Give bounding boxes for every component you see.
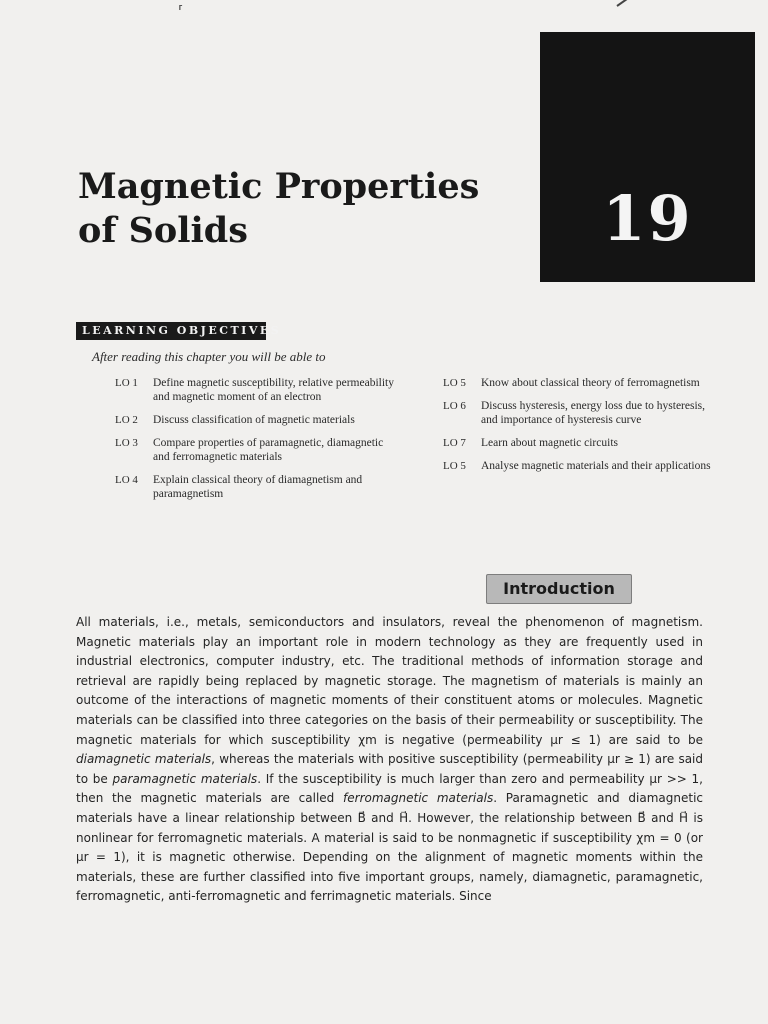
learning-objective-code: LO 5 <box>443 460 466 472</box>
paragraph-text: . If the susceptibility is much larger than zero and permeability μr >> 1, then the magnetic materials are called <box>76 771 703 806</box>
learning-objective-text: Discuss hysteresis, energy loss due to hysteresis, and importance of hysteresis curve <box>481 400 706 426</box>
learning-objective-text: Know about classical theory of ferromagnetism <box>481 377 700 389</box>
learning-objectives-left-column <box>115 376 395 510</box>
learning-objective-code: LO 6 <box>443 400 466 412</box>
term-ferromagnetic: ferromagnetic materials <box>343 791 494 806</box>
learning-objectives-intro: After reading this chapter you will be able to <box>92 349 326 364</box>
learning-objectives-banner: LEARNING OBJECTIVES <box>76 322 266 340</box>
paragraph-text: All materials, i.e., metals, semiconductors and insulators, reveal the phenomenon of magnetism. Magnetic materials play an important role in modern technology as they are frequently used in industrial electronics, computer industry, etc. The traditional methods of information storage and retrieval are rapidly being replaced by magnetic storage. The magnetism of materials is mainly an outcome of the interactions of magnetic moments of their constituent atoms or molecules. Magnetic materials can be classified into three categories on the basis of their permeability or susceptibility. The magnetic materials for which susceptibility χm is negative (permeability μr ≤ 1) are said to be <box>76 615 703 747</box>
paragraph-text: . Paramagnetic and diamagnetic materials have a linear relationship between B⃗ and H⃗. However, the relationship between B⃗ and H⃗ is nonlinear for ferromagnetic materials. A material is said to be nonmagnetic if susceptibility χm = 0 (or μr = 1), it is magnetic otherwise. Depending on the alignment of magnetic moments within the materials, these are further classified into five important groups, namely, diamagnetic, paramagnetic, ferromagnetic, anti-ferromagnetic and ferrimagnetic materials. Since <box>76 791 703 904</box>
learning-objective <box>115 436 395 464</box>
learning-objective-text: Analyse magnetic materials and their applications <box>481 460 711 472</box>
learning-objective <box>443 399 723 427</box>
learning-objective-text: Discuss classification of magnetic materials <box>153 414 355 426</box>
term-diamagnetic: diamagnetic materials <box>76 752 212 767</box>
paragraph-text: , whereas the materials with positive susceptibility (permeability μr ≥ 1) are said to be <box>76 752 703 786</box>
learning-objective-code: LO 5 <box>443 377 466 389</box>
term-paramagnetic: paramagnetic materials <box>112 771 258 786</box>
introduction-heading: Introduction <box>486 574 632 604</box>
learning-objective <box>115 473 395 501</box>
learning-objective-text: Compare properties of paramagnetic, diamagnetic and ferromagnetic materials <box>153 437 384 463</box>
learning-objective-code: LO 1 <box>115 377 138 389</box>
pen-stroke <box>616 0 660 7</box>
learning-objective-code: LO 2 <box>115 414 138 426</box>
learning-objective-text: Define magnetic susceptibility, relative permeability and magnetic moment of an electron <box>153 377 394 403</box>
introduction-paragraph <box>76 613 703 907</box>
learning-objective-code: LO 7 <box>443 437 466 449</box>
chapter-title-line2: of Solids <box>78 210 248 251</box>
learning-objective-code: LO 3 <box>115 437 138 449</box>
learning-objective <box>115 413 395 427</box>
learning-objective-text: Learn about magnetic circuits <box>481 437 618 449</box>
chapter-number: 19 <box>602 182 693 255</box>
learning-objective <box>115 376 395 404</box>
learning-objective-code: LO 4 <box>115 474 138 486</box>
chapter-title-line1: Magnetic Properties <box>78 166 480 207</box>
pen-mark: ⸢ <box>178 4 184 20</box>
learning-objective <box>443 459 723 473</box>
learning-objectives-right-column <box>443 376 723 482</box>
chapter-title <box>78 165 479 253</box>
learning-objective <box>443 376 723 390</box>
chapter-number-box <box>540 32 755 282</box>
learning-objective <box>443 436 723 450</box>
learning-objective-text: Explain classical theory of diamagnetism and paramagnetism <box>153 474 363 500</box>
